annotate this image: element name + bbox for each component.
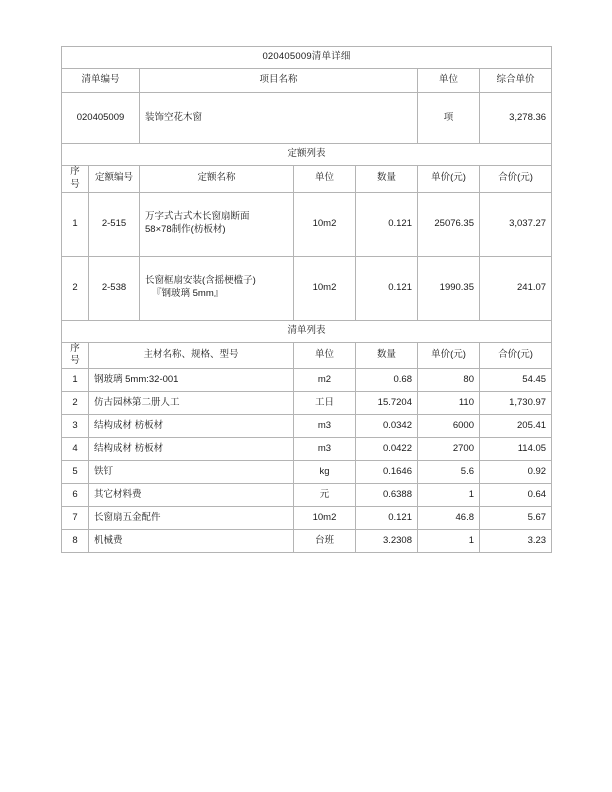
material-row-total: 54.45 — [480, 369, 552, 392]
material-row-price: 5.6 — [418, 461, 480, 484]
material-row-no: 8 — [62, 530, 89, 553]
quota-row-unit: 10m2 — [294, 192, 356, 256]
quota-row-code: 2-538 — [89, 256, 140, 320]
material-row-price: 6000 — [418, 415, 480, 438]
material-row-name: 其它材料费 — [89, 484, 294, 507]
material-header-price: 单价(元) — [418, 342, 480, 369]
material-header-name: 主材名称、规格、型号 — [89, 342, 294, 369]
summary-header-name: 项目名称 — [140, 69, 418, 93]
material-row-name: 长窗扇五金配件 — [89, 507, 294, 530]
summary-header-code: 清单编号 — [62, 69, 140, 93]
summary-header-unit: 单位 — [418, 69, 480, 93]
table-row — [62, 530, 552, 553]
quota-row-no: 1 — [62, 192, 89, 256]
material-row-no: 3 — [62, 415, 89, 438]
material-row-no: 6 — [62, 484, 89, 507]
material-row-qty: 0.0422 — [356, 438, 418, 461]
material-row-total: 205.41 — [480, 415, 552, 438]
material-row-name: 结构成材 枋板材 — [89, 415, 294, 438]
material-row-unit: m2 — [294, 369, 356, 392]
material-row-unit: kg — [294, 461, 356, 484]
material-row-qty: 0.0342 — [356, 415, 418, 438]
material-header-unit: 单位 — [294, 342, 356, 369]
quota-header-unit: 单位 — [294, 166, 356, 193]
material-row-name: 铁钉 — [89, 461, 294, 484]
table-row — [62, 438, 552, 461]
material-row-no: 7 — [62, 507, 89, 530]
quota-header-qty: 数量 — [356, 166, 418, 193]
table-row — [62, 392, 552, 415]
material-row-qty: 0.68 — [356, 369, 418, 392]
material-header-row — [62, 342, 552, 369]
material-row-total: 1,730.97 — [480, 392, 552, 415]
material-header-no: 序号 — [62, 342, 89, 369]
table-row — [62, 461, 552, 484]
quotation-detail-table — [61, 46, 552, 553]
material-row-qty: 0.1646 — [356, 461, 418, 484]
quota-row-qty: 0.121 — [356, 256, 418, 320]
material-row-price: 46.8 — [418, 507, 480, 530]
document-title-row — [62, 47, 552, 69]
quota-row-unit: 10m2 — [294, 256, 356, 320]
table-row — [62, 369, 552, 392]
quota-row-total: 3,037.27 — [480, 192, 552, 256]
summary-row — [62, 93, 552, 144]
quota-header-code: 定额编号 — [89, 166, 140, 193]
material-row-total: 0.92 — [480, 461, 552, 484]
material-row-name: 仿古园林第二册人工 — [89, 392, 294, 415]
material-row-qty: 3.2308 — [356, 530, 418, 553]
material-row-unit: 10m2 — [294, 507, 356, 530]
summary-header-unit-price: 综合单价 — [480, 69, 552, 93]
material-row-no: 5 — [62, 461, 89, 484]
quota-row-no: 2 — [62, 256, 89, 320]
material-row-qty: 15.7204 — [356, 392, 418, 415]
material-row-qty: 0.6388 — [356, 484, 418, 507]
quota-row-price: 25076.35 — [418, 192, 480, 256]
quota-header-price: 单价(元) — [418, 166, 480, 193]
material-row-name: 机械费 — [89, 530, 294, 553]
summary-name: 装饰空花木窗 — [140, 93, 418, 144]
material-row-name: 钢玻璃 5mm:32-001 — [89, 369, 294, 392]
quota-row-price: 1990.35 — [418, 256, 480, 320]
material-section-title-row — [62, 320, 552, 342]
summary-code: 020405009 — [62, 93, 140, 144]
material-row-qty: 0.121 — [356, 507, 418, 530]
quota-section-title: 定额列表 — [62, 144, 552, 166]
quota-row-name — [140, 192, 294, 256]
table-row — [62, 256, 552, 320]
quota-row-name — [140, 256, 294, 320]
quota-row-code: 2-515 — [89, 192, 140, 256]
material-header-total: 合价(元) — [480, 342, 552, 369]
quota-row-total: 241.07 — [480, 256, 552, 320]
quota-row-qty: 0.121 — [356, 192, 418, 256]
quota-header-name: 定额名称 — [140, 166, 294, 193]
material-row-name: 结构成材 枋板材 — [89, 438, 294, 461]
quota-header-no: 序号 — [62, 166, 89, 193]
material-row-unit: 工日 — [294, 392, 356, 415]
summary-unit-price: 3,278.36 — [480, 93, 552, 144]
summary-header-row — [62, 69, 552, 93]
material-row-total: 0.64 — [480, 484, 552, 507]
material-row-price: 110 — [418, 392, 480, 415]
material-row-no: 4 — [62, 438, 89, 461]
material-row-price: 1 — [418, 484, 480, 507]
table-row — [62, 484, 552, 507]
quota-row-name-line1: 万字式古式木长窗扇断面 — [145, 211, 250, 223]
material-row-price: 1 — [418, 530, 480, 553]
quota-row-name-line2: 58×78制作(枋板材) — [145, 224, 226, 236]
material-row-price: 2700 — [418, 438, 480, 461]
material-section-title: 清单列表 — [62, 320, 552, 342]
table-row — [62, 415, 552, 438]
material-row-no: 1 — [62, 369, 89, 392]
material-row-total: 5.67 — [480, 507, 552, 530]
material-header-qty: 数量 — [356, 342, 418, 369]
page-title: 020405009清单详细 — [62, 47, 552, 69]
material-row-unit: 元 — [294, 484, 356, 507]
table-row — [62, 507, 552, 530]
material-row-unit: m3 — [294, 438, 356, 461]
material-row-price: 80 — [418, 369, 480, 392]
quota-header-total: 合价(元) — [480, 166, 552, 193]
summary-unit: 项 — [418, 93, 480, 144]
material-row-no: 2 — [62, 392, 89, 415]
material-row-total: 3.23 — [480, 530, 552, 553]
quota-row-name-line2: 『钢玻璃 5mm』 — [152, 288, 224, 300]
quota-section-title-row — [62, 144, 552, 166]
quota-header-row — [62, 166, 552, 193]
material-row-unit: 台班 — [294, 530, 356, 553]
table-row — [62, 192, 552, 256]
material-row-total: 114.05 — [480, 438, 552, 461]
quota-row-name-line1: 长窗框扇安装(含摇梗槛子) — [145, 275, 256, 287]
material-row-unit: m3 — [294, 415, 356, 438]
